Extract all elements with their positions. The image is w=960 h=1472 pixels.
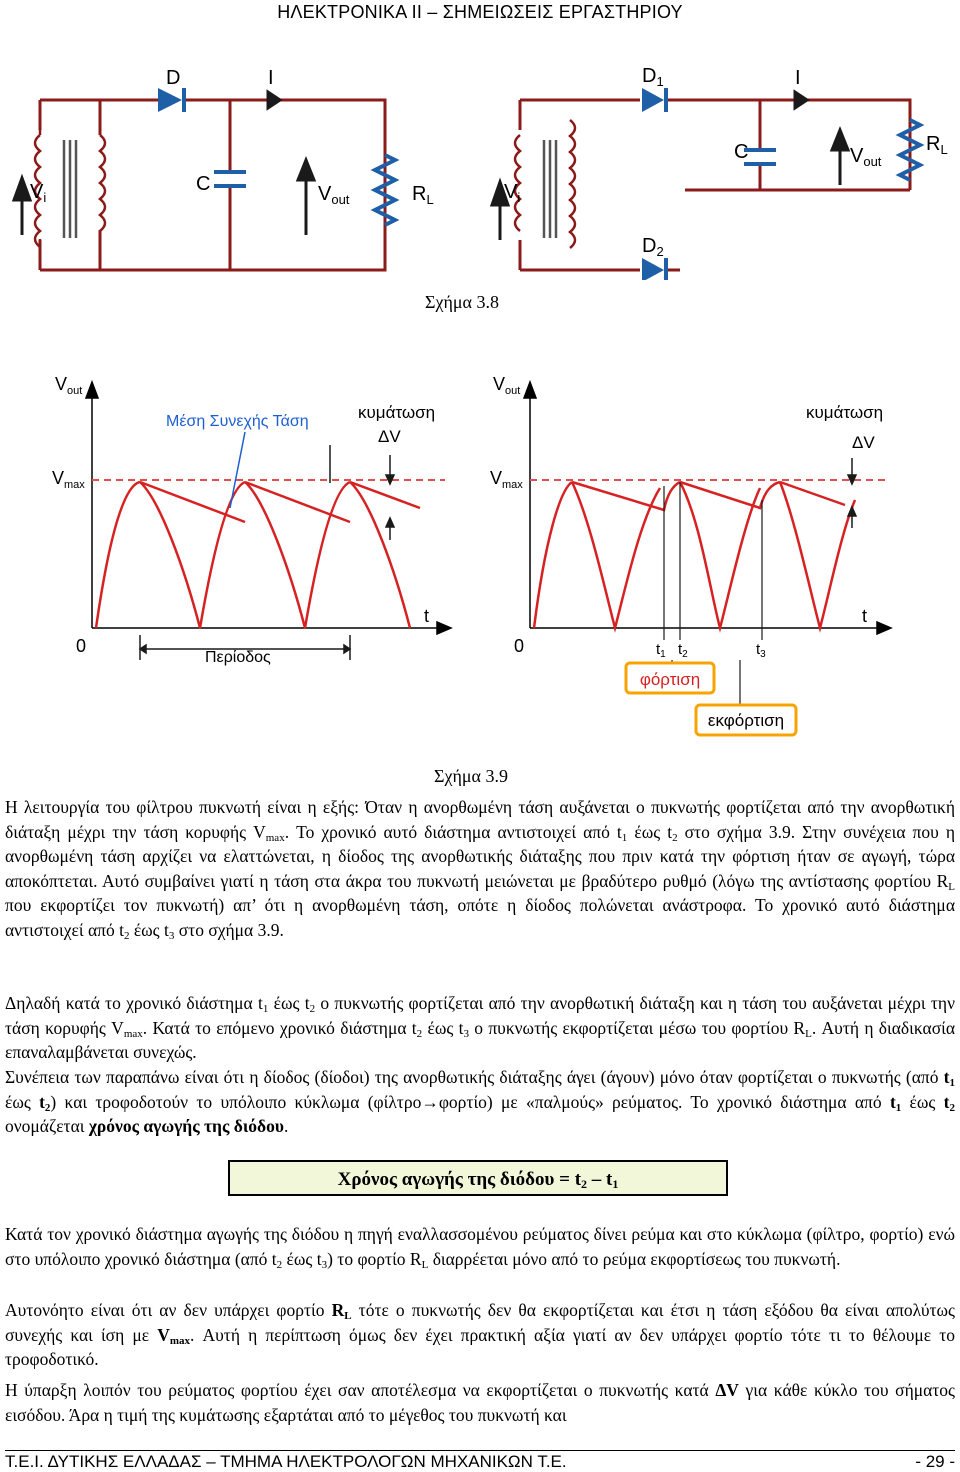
bold-term: χρόνος αγωγής της διόδου bbox=[88, 1116, 284, 1136]
sub: 2 bbox=[309, 1003, 316, 1015]
sub: 3 bbox=[168, 929, 175, 942]
sub: L bbox=[805, 1027, 812, 1040]
sub: 3 bbox=[321, 1258, 328, 1271]
left-vmax-label: $V_{max}$ bbox=[52, 468, 85, 491]
text-run: V bbox=[157, 1324, 170, 1345]
text-run: έως t bbox=[282, 1248, 322, 1269]
label-vi-right: $V_i$ bbox=[504, 181, 521, 205]
left-vout-label: $V_{out}$ bbox=[55, 374, 83, 397]
text-run: που εκφορτίζει τον πυκνωτή) απ’ ότι η ανορθωμένη τάση, οπότε η δίοδος πολώνεται ανάστροφα. Το χρονικό αυτό διάστημα αντιστοιχεί από t bbox=[5, 895, 955, 940]
text-run: ο πυκνωτής φορτίζεται από την ανορθωτική διάταξη και η τάση του αυξάνεται μέχρι την τάση κορυφής V bbox=[5, 993, 955, 1038]
sub: 1 bbox=[949, 1077, 955, 1089]
left-zero-label: 0 bbox=[76, 636, 87, 656]
sub: max bbox=[169, 1334, 191, 1347]
text-run: στο σχήμα 3.9. Στην συνέχεια που η ανορθωμένη τάση αρχίζει να ελαττώνεται, η δίοδος της ανορθωτικής διάταξης που πριν κατά την φόρτιση ήταν σε αγωγή, τώρα αποκόπτεται. Αυτό συμβαίνει γιατί η τάση στα άκρα του πυκνωτή μειώνεται με βραδύτερο ρυθμό (λόγω της αντίστασης φορτίου R bbox=[5, 821, 955, 891]
text-run: R bbox=[331, 1300, 345, 1320]
text-run: – t bbox=[587, 1169, 613, 1190]
text-run: . Κατά το επόμενο χρονικό διάστημα t bbox=[142, 1017, 417, 1038]
right-vout-label: $V_{out}$ bbox=[493, 374, 521, 397]
figure-3-9-waveforms bbox=[0, 360, 960, 755]
avg-label-pointer bbox=[230, 432, 245, 508]
text-run: t bbox=[889, 1091, 896, 1112]
sub: 2 bbox=[949, 1101, 955, 1114]
footer-rule bbox=[5, 1450, 955, 1451]
sub: L bbox=[344, 1310, 352, 1322]
sub: max bbox=[123, 1027, 143, 1040]
text-run: . Αυτή η περίπτωση όμως δεν έχει πρακτική αξία γιατί αν δεν υπάρχει φορτίο τότε τι το θέλουμε το τροφοδοτικό. bbox=[5, 1324, 955, 1369]
diode-d-symbol bbox=[158, 88, 182, 112]
text-run: για κάθε κύκλο του σήματος εισόδου. Άρα η τιμή της κυμάτωσης εξαρτάται από το μέγεθος του πυκνωτή και bbox=[5, 1380, 955, 1425]
text-run: Αυτονόητο είναι ότι αν δεν υπάρχει φορτίο bbox=[5, 1300, 332, 1320]
discharge-label: εκφόρτιση bbox=[707, 711, 785, 730]
transformer-right bbox=[515, 120, 575, 248]
right-t-label: t bbox=[862, 606, 868, 626]
text-run: στο σχήμα 3.9. bbox=[174, 919, 284, 940]
t3-label: $t_3$ bbox=[756, 641, 766, 660]
paragraph-ripple bbox=[5, 1378, 955, 1427]
sub: max bbox=[265, 831, 285, 844]
text-run: . Το χρονικό αυτό διάστημα αντιστοιχεί από t bbox=[284, 821, 622, 842]
t2-label: $t_2$ bbox=[678, 641, 688, 660]
text-run: ο πυκνωτής εκφορτίζεται μέσω του φορτίου R bbox=[468, 1017, 806, 1038]
label-c: C bbox=[196, 173, 211, 195]
sub: 3 bbox=[463, 1027, 469, 1040]
text-run: Δηλαδή κατά το χρονικό διάστημα t bbox=[5, 993, 263, 1013]
sub: 1 bbox=[621, 831, 628, 844]
text-run: . Αυτή η διαδικασία επαναλαμβάνεται συνεχώς. bbox=[5, 1017, 956, 1062]
paragraph-interval bbox=[5, 991, 955, 1065]
figure-3-8-circuits bbox=[0, 60, 960, 280]
text-run: έως bbox=[5, 1091, 40, 1112]
text-run: Η ύπαρξη λοιπόν του ρεύματος φορτίου έχει σαν αποτέλεσμα να εκφορτίζεται ο πυκνωτής κατά bbox=[5, 1380, 716, 1400]
right-ripple-label: κυμάτωση bbox=[806, 403, 884, 422]
page-header: ΗΛΕΚΤΡΟΝΙΚΑ ΙΙ – ΣΗΜΕΙΩΣΕΙΣ ΕΡΓΑΣΤΗΡΙΟΥ bbox=[277, 2, 683, 22]
left-t-label: t bbox=[424, 606, 430, 626]
left-rectified-wave bbox=[96, 482, 420, 628]
label-rl: $R_L$ bbox=[412, 183, 434, 207]
text-run: έως t bbox=[627, 821, 673, 842]
text-run: t bbox=[39, 1091, 45, 1112]
text-run: έως t bbox=[422, 1017, 464, 1038]
text-run: τότε ο πυκνωτής δεν θα εκφορτίζεται και έτσι η τάση εξόδου θα είναι απολύτως συνεχής και ίση με bbox=[5, 1300, 955, 1345]
text-run: Η λειτουργία του φίλτρου πυκνωτή είναι η εξής: Όταν η ανορθωμένη τάση αυξάνεται ο πυκνωτής φορτίζεται από την ανορθωτική διάταξη μέχρι την τάση κορυφής V bbox=[5, 797, 955, 842]
label-c-right: C bbox=[734, 141, 749, 163]
text-run: Συνέπεια των παραπάνω είναι ότι η δίοδος (δίοδοι) της ανορθωτικής διάταξης άγει (άγουν) μόνο όταν φορτίζεται ο πυκνωτής (από bbox=[5, 1067, 944, 1087]
paragraph-no-load bbox=[5, 1298, 955, 1372]
right-dv-label: ΔV bbox=[852, 433, 875, 452]
paragraph-source-current bbox=[5, 1222, 955, 1271]
t1-label: $t_1$ bbox=[656, 641, 666, 660]
footer-institution: Τ.Ε.Ι. ΔΥΤΙΚΗΣ ΕΛΛΑΔΑΣ – ΤΜΗΜΑ ΗΛΕΚΤΡΟΛΟΓΩΝ ΜΗΧΑΝΙΚΩΝ Τ.Ε. bbox=[5, 1452, 567, 1471]
label-i: I bbox=[268, 67, 274, 89]
figure-3-8-caption: Σχήμα 3.8 bbox=[425, 292, 499, 312]
label-d1: $D_1$ bbox=[642, 65, 664, 89]
diode-d2-symbol bbox=[642, 258, 664, 280]
sub: 2 bbox=[123, 929, 130, 942]
sub: L bbox=[421, 1258, 429, 1271]
text-run: . bbox=[283, 1116, 289, 1136]
left-dv-label: ΔV bbox=[378, 427, 401, 446]
figure-3-9-caption: Σχήμα 3.9 bbox=[434, 766, 508, 786]
right-vmax-label: $V_{max}$ bbox=[490, 468, 523, 491]
label-d2: $D_2$ bbox=[642, 235, 664, 259]
sub: 1 bbox=[262, 1003, 269, 1015]
label-rl-right: $R_L$ bbox=[926, 133, 948, 157]
sub: 2 bbox=[416, 1027, 423, 1040]
diode-d1-symbol bbox=[642, 88, 664, 112]
arrows-right-circuit bbox=[492, 92, 848, 240]
label-d: D bbox=[166, 67, 181, 89]
bold-term: ΔV bbox=[715, 1380, 739, 1400]
page-number: - 29 - bbox=[915, 1452, 955, 1471]
text-run: ονομάζεται bbox=[5, 1116, 89, 1136]
right-zero-label: 0 bbox=[514, 636, 525, 656]
text-run: έως t bbox=[268, 993, 310, 1013]
sub: 2 bbox=[672, 831, 678, 844]
text-run: έως bbox=[901, 1091, 944, 1112]
sub: 2 bbox=[276, 1258, 283, 1271]
text-run: ) το φορτίο R bbox=[327, 1248, 422, 1269]
capacitor-c-symbol bbox=[214, 172, 246, 186]
text-run: Κατά τον χρονικό διάστημα αγωγής της διόδου η πηγή εναλλασσομένου ρεύματος δίνει ρεύμα και στο κύκλωμα (φίλτρο, φορτίο) ενώ στο υπόλοιπο χρονικό διάστημα (από t bbox=[5, 1224, 955, 1269]
capacitor-c-right-symbol bbox=[744, 150, 776, 164]
text-run: διαρρέεται μόνο από το ρεύμα εκφορτίσεως του πυκνωτή. bbox=[428, 1248, 841, 1269]
text-run: ) και τροφοδοτούν το υπόλοιπο κύκλωμα (φίλτρο→φορτίο) με «παλμούς» ρεύματος. Το χρονικό διάστημα από bbox=[50, 1091, 890, 1112]
avg-voltage-label: Μέση Συνεχής Τάση bbox=[166, 413, 309, 430]
conduction-time-formula bbox=[228, 1160, 728, 1196]
sub: L bbox=[948, 880, 955, 893]
label-i-right: I bbox=[795, 67, 801, 89]
left-ripple-label: κυμάτωση bbox=[358, 403, 436, 422]
text-run: Χρόνος αγωγής της διόδου = t bbox=[337, 1169, 582, 1190]
label-vi: $V_i$ bbox=[30, 181, 47, 205]
sub: 2 bbox=[581, 1177, 588, 1191]
charge-label: φόρτιση bbox=[639, 670, 701, 689]
paragraph-consequence bbox=[5, 1065, 955, 1139]
sub: 2 bbox=[44, 1101, 51, 1114]
resistor-rl-right-symbol bbox=[900, 120, 920, 180]
sub: 1 bbox=[895, 1101, 902, 1114]
period-label: Περίοδος bbox=[205, 649, 271, 666]
full-wave-rectifier-circuit bbox=[520, 100, 910, 270]
arrows-left-circuit bbox=[14, 92, 314, 235]
half-wave-rectifier-circuit bbox=[40, 100, 385, 270]
label-vout-right: $V_{out}$ bbox=[850, 145, 882, 169]
transformer-left bbox=[35, 130, 105, 247]
label-vout: $V_{out}$ bbox=[318, 183, 350, 207]
sub: 1 bbox=[612, 1177, 619, 1191]
paragraph-operation bbox=[5, 795, 955, 942]
text-run: t bbox=[943, 1091, 950, 1112]
text-run: έως t bbox=[129, 919, 169, 940]
right-rectified-wave bbox=[534, 482, 855, 628]
text-run: t bbox=[943, 1067, 950, 1087]
